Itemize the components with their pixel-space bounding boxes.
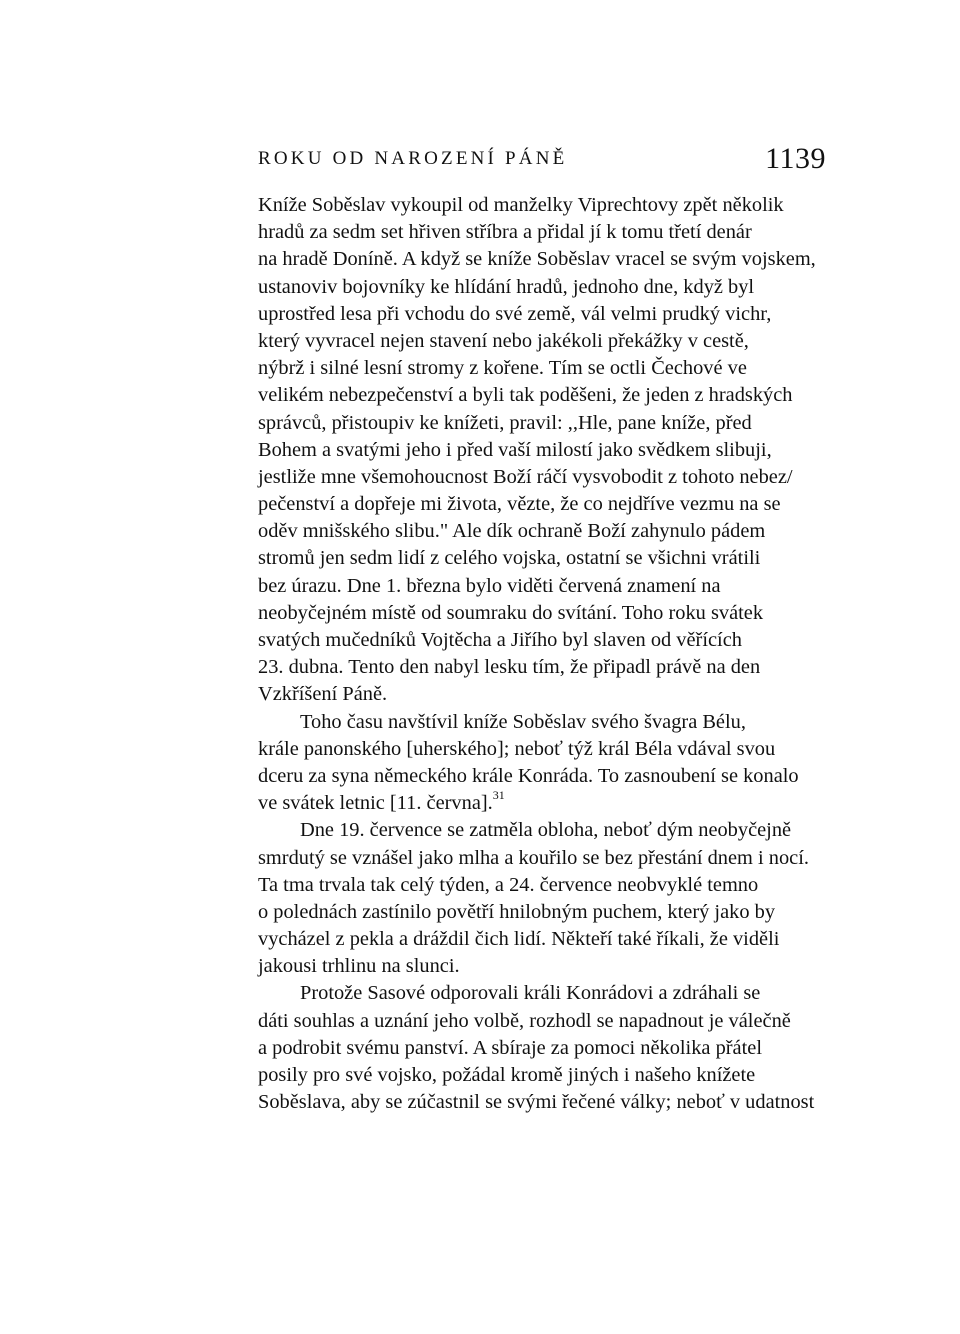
text-line: správců, přistoupiv ke knížeti, pravil: ,,Hle, pane kníže, před [258, 411, 752, 434]
page-number: 1139 [765, 142, 826, 175]
text-line: a podrobit svému panství. A sbíraje za pomoci několika přátel [258, 1036, 762, 1059]
text-line: nýbrž i silné lesní stromy z kořene. Tím se octli Čechové ve [258, 357, 747, 380]
text-line: dáti souhlas a uznání jeho volbě, rozhodl se napadnout je válečně [258, 1009, 791, 1032]
text-line: bez úrazu. Dne 1. března bylo viděti červená znamení na [258, 574, 721, 597]
text-line: jestliže mne všemohoucnost Boží ráčí vysvobodit z tohoto nebez/ [258, 465, 793, 488]
text-line: Soběslava, aby se zúčastnil se svými řečené války; neboť v udatnost [258, 1091, 815, 1114]
text-line: o polednách zastínilo povětří hnilobným puchem, který jako by [258, 900, 776, 923]
text-line: Kníže Soběslav vykoupil od manželky Viprechtovy zpět několik [258, 194, 784, 216]
text-line: svatých mučedníků Vojtěcha a Jiřího byl slaven od věřících [258, 629, 742, 651]
text-line: Vzkříšení Páně. [258, 683, 388, 706]
text-line: Toho času navštívil kníže Soběslav svého švagra Bélu, [300, 710, 746, 733]
text-line: dceru za syna německého krále Konráda. To zasnoubení se konalo [258, 764, 799, 787]
text-line: smrdutý se vznášel jako mlha a kouřilo se bez přestání dnem i nocí. [258, 846, 809, 869]
footnote-line [258, 790, 870, 817]
page-header [258, 142, 826, 182]
text-line: pečenství a dopřeje mi života, vězte, že co nejdříve vezmu na se [258, 493, 781, 516]
text-line: posily pro své vojsko, požádal kromě jiných i našeho knížete [258, 1064, 756, 1086]
text-line: hradů za sedm set hřiven stříbra a přidal jí k tomu třetí denár [258, 221, 752, 244]
text-line: ustanoviv bojovníky ke hlídání hradů, jednoho dne, když byl [258, 275, 755, 298]
text-line: 23. dubna. Tento den nabyl lesku tím, že připadl právě na den [258, 656, 761, 679]
text-line: stromů jen sedm lidí z celého vojska, ostatní se všichni vrátili [258, 547, 761, 570]
text-line: který vyvracel nejen stavení nebo jakékoli překážky v cestě, [258, 329, 749, 352]
text-line: oděv mnišského slibu." Ale dík ochraně Boží zahynulo pádem [258, 520, 766, 543]
running-head: ROKU OD NAROZENÍ PÁNĚ [258, 148, 568, 169]
text-line: velikém nebezpečenství a byli tak poděšeni, že jeden z hradských [258, 384, 793, 407]
text-line: jakousi trhlinu na slunci. [258, 955, 460, 978]
text-line: uprostřed lesa při vchodu do své země, vál velmi prudký vichr, [258, 302, 772, 325]
text-line: neobyčejném místě od soumraku do svítání. Toho roku svátek [258, 601, 764, 624]
text-line: krále panonského [uherského]; neboť týž král Béla vdával svou [258, 737, 776, 760]
text-line: na hradě Doníně. A když se kníže Soběslav vracel se svým vojskem, [258, 248, 816, 271]
text-line: Dne 19. července se zatměla obloha, neboť dým neobyčejně [300, 819, 792, 842]
text-line: Bohem a svatými jeho i před vaší milostí jako svědkem slibuji, [258, 438, 772, 461]
text-line: vycházel z pekla a dráždil čich lidí. Někteří také říkali, že viděli [258, 928, 780, 951]
footnote-reference: 31 [492, 788, 505, 803]
body-text [258, 192, 870, 1116]
text-line: ve svátek letnic [11. června]. [258, 792, 493, 815]
text-line: Ta tma trvala tak celý týden, a 24. července neobvyklé temno [258, 873, 759, 896]
text-line: Protože Sasové odporovali králi Konrádovi a zdráhali se [300, 982, 761, 1005]
